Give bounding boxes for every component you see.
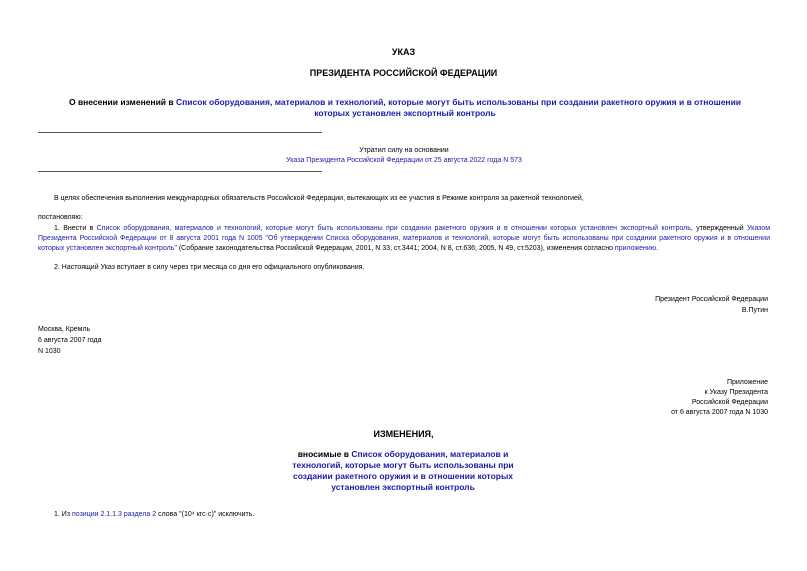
item-1-mid-text: , утвержденный	[690, 225, 748, 232]
item-1-prefix: 1. Внести в	[54, 225, 97, 232]
changes-intro-link[interactable]: Список оборудования, материалов и технологий, которые могут быть использованы при создании ракетного оружия и в отношении которых установлен экспортный контроль	[292, 449, 514, 492]
item-1-decree-link[interactable]: Указом Президента Российской Федерации от 8 августа 2001 года N 1005 "Об утверждении Списка оборудования, материалов и технологий, которые могут быть использованы при создании ракетного оружия и в отношении которых установлен экспортный контроль"	[38, 225, 771, 252]
changes-item-1-rest: слова "(10⁴ кгс·с)" исключить.	[156, 511, 255, 518]
appendix-line-4: от 6 августа 2007 года N 1030	[671, 409, 768, 416]
item-1-appendix-link[interactable]: приложению	[614, 245, 657, 252]
changes-intro-prefix: вносимые в	[297, 449, 352, 459]
doc-title	[55, 97, 755, 119]
item-1-list-link[interactable]: Список оборудования, материалов и технологий, которые могут быть использованы при создании ракетного оружия и в отношении которых установлен экспортный контроль	[96, 225, 691, 232]
status-note-line: Утратил силу на основании	[359, 147, 449, 154]
place-number: N 1030	[38, 348, 61, 355]
changes-intro	[278, 449, 528, 493]
position-link[interactable]: позиции 2.1.1.3	[71, 511, 122, 518]
signature-position: Президент Российской Федерации	[655, 296, 768, 303]
place-date: 6 августа 2007 года	[38, 337, 102, 344]
doc-type-heading: УКАЗ	[391, 47, 416, 57]
appendix-line-3: Российской Федерации	[691, 399, 768, 406]
appendix-line-1: Приложение	[726, 379, 768, 386]
changes-item-1	[54, 511, 254, 518]
appendix-line-2: к Указу Президента	[704, 389, 768, 396]
changes-title: ИЗМЕНЕНИЯ,	[373, 429, 434, 439]
item-1-end: .	[656, 245, 659, 252]
changes-item-1-prefix: 1. Из	[54, 511, 72, 518]
doc-title-link[interactable]: Список оборудования, материалов и технологий, которые могут быть использованы при создании ракетного оружия и в отношении которых установлен экспортный контроль	[175, 97, 742, 118]
doc-title-prefix: О внесении изменений в	[68, 97, 176, 107]
item-2-paragraph: 2. Настоящий Указ вступает в силу через три месяца со дня его официального опубликования.	[54, 264, 365, 271]
divider-top	[38, 132, 322, 133]
intro-paragraph: В целях обеспечения выполнения международных обязательств Российской Федерации, вытекающих из ее участия в Режиме контроля за ракетной технологией,	[54, 195, 584, 202]
divider-bottom	[38, 171, 322, 172]
signature-name: В.Путин	[741, 307, 768, 314]
item-1-source-text: (Собрание законодательства Российской Федерации, 2001, N 33, ст.3441; 2004, N 8, ст.636; 2005, N 49, ст.5203), изменения согласно	[176, 245, 615, 252]
status-note-link[interactable]: Указа Президента Российской Федерации от 25 августа 2022 года N 573	[286, 157, 522, 164]
resolves-text: постановляю:	[38, 214, 83, 221]
place-city: Москва, Кремль	[38, 326, 91, 333]
item-1-paragraph	[38, 224, 770, 254]
issuer-heading: ПРЕЗИДЕНТА РОССИЙСКОЙ ФЕДЕРАЦИИ	[309, 68, 498, 78]
section-link[interactable]: раздела 2	[123, 511, 157, 518]
